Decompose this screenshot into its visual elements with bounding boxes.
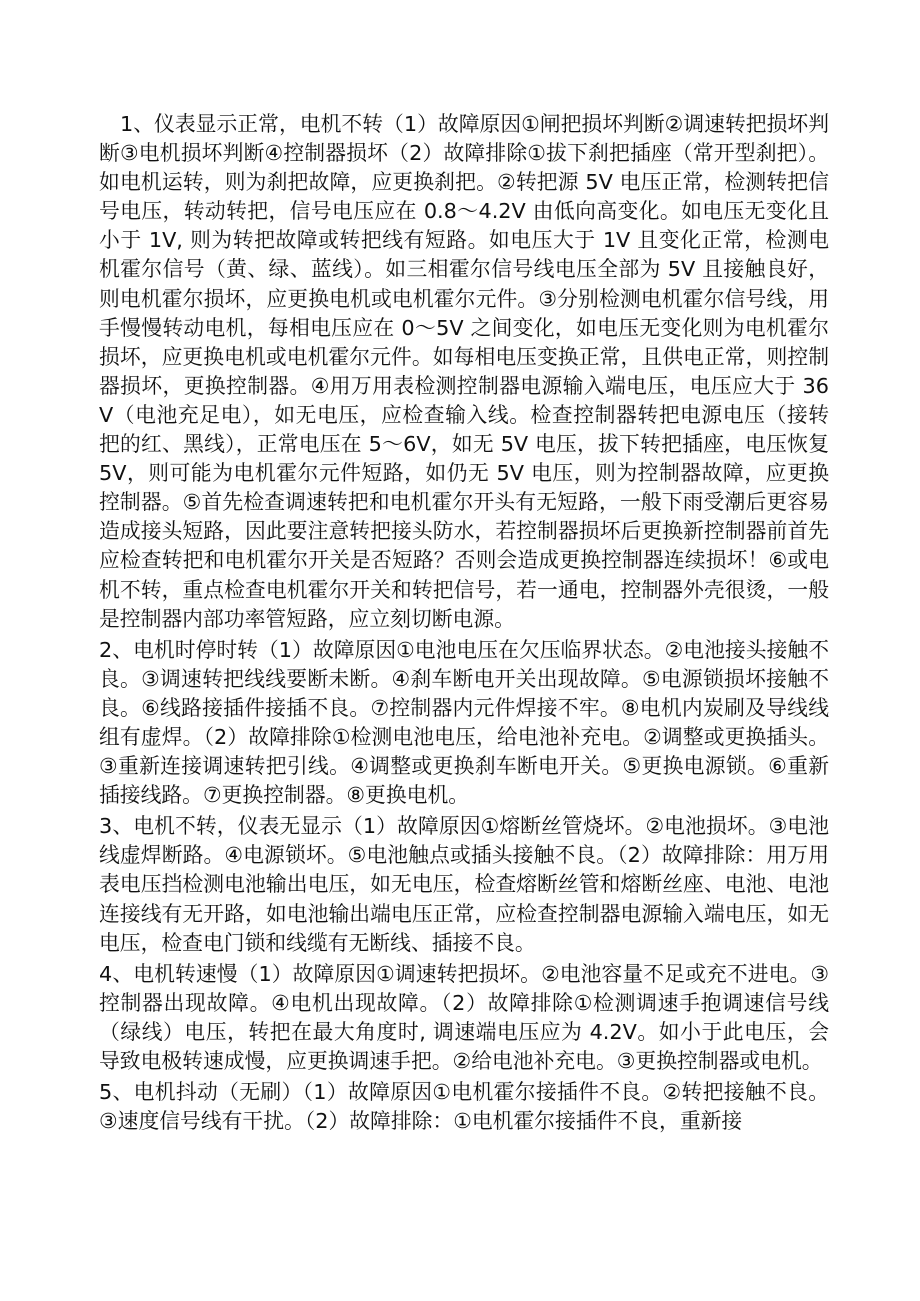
document-body — [99, 110, 829, 1138]
paragraph-1: 1、仪表显示正常，电机不转（1）故障原因①闸把损坏判断②调速转把损坏判断③电机损坏判断④控制器损坏（2）故障排除①拔下刹把插座（常开型刹把）。如电机运转，则为刹把故障，应更换刹把。②转把源 5V 电压正常，检测转把信号电压，转动转把，信号电压应在 0.8～4.2V 由低向高变化。如电压无变化且小于 1V, 则为转把故障或转把线有短路。如电压大于 1V 且变化正常，检测电机霍尔信号（黄、绿、蓝线）。如三相霍尔信号线电压全部为 5V 且接触良好，则电机霍尔损坏，应更换电机或电机霍尔元件。③分别检测电机霍尔信号线，用手慢慢转动电机，每相电压应在 0～5V 之间变化，如电压无变化则为电机霍尔损坏，应更换电机或电机霍尔元件。如每相电压变换正常，且供电正常，则控制器损坏，更换控制器。④用万用表检测控制器电源输入端电压，电压应大于 36V（电池充足电），如无电压，应检查输入线。检查控制器转把电源电压（接转把的红、黑线），正常电压在 5～6V，如无 5V 电压，拔下转把插座，电压恢复 5V，则可能为电机霍尔元件短路，如仍无 5V 电压，则为控制器故障，应更换控制器。⑤首先检查调速转把和电机霍尔开头有无短路，一般下雨受潮后更容易造成接头短路，因此要注意转把接头防水，若控制器损坏后更换新控制器前首先应检查转把和电机霍尔开关是否短路？否则会造成更换控制器连续损坏！⑥或电机不转，重点检查电机霍尔开关和转把信号，若一通电，控制器外壳很烫，一般是控制器内部功率管短路，应立刻切断电源。 — [99, 112, 829, 631]
paragraph-2: 2、电机时停时转（1）故障原因①电池电压在欠压临界状态。②电池接头接触不良。③调速转把线线要断未断。④刹车断电开关出现故障。⑤电源锁损坏接触不良。⑥线路接插件接插不良。⑦控制器内元件焊接不牢。⑧电机内炭刷及导线线组有虚焊。（2）故障排除①检测电池电压，给电池补充电。②调整或更换插头。③重新连接调速转把引线。④调整或更换刹车断电开关。⑤更换电源锁。⑥重新插接线路。⑦更换控制器。⑧更换电机。 — [99, 637, 829, 808]
paragraph-5: 5、电机抖动（无刷）（1）故障原因①电机霍尔接插件不良。②转把接触不良。③速度信号线有干扰。（2）故障排除：①电机霍尔接插件不良，重新接 — [99, 1080, 829, 1134]
paragraph-3: 3、电机不转，仪表无显示（1）故障原因①熔断丝管烧坏。②电池损坏。③电池线虚焊断路。④电源锁坏。⑤电池触点或插头接触不良。（2）故障排除：用万用表电压挡检测电池输出电压，如无电压，检查熔断丝管和熔断丝座、电池、电池连接线有无开路，如电池输出端电压正常，应检查控制器电源输入端电压，如无电压，检查电门锁和线缆有无断线、插接不良。 — [99, 814, 829, 955]
paragraph-4: 4、电机转速慢（1）故障原因①调速转把损坏。②电池容量不足或充不进电。③控制器出现故障。④电机出现故障。（2）故障排除①检测调速手抱调速信号线（绿线）电压，转把在最大角度时, 调速端电压应为 4.2V。如小于此电压，会导致电极转速成慢，应更换调速手把。②给电池补充电。③更换控制器或电机。 — [99, 961, 829, 1073]
